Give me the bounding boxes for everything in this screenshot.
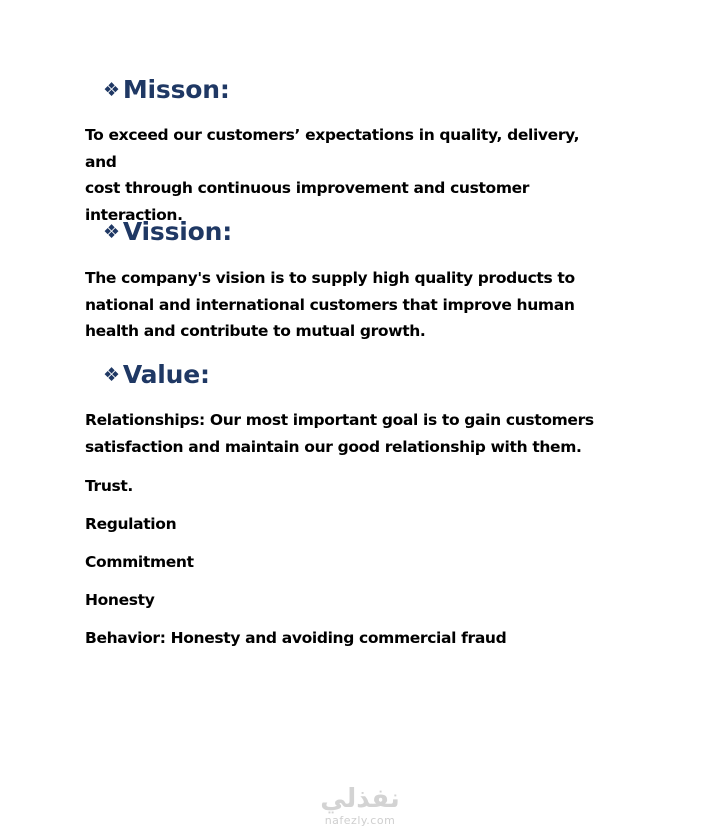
diamond-bullet-icon: ❖	[103, 364, 120, 386]
vision-paragraph	[85, 265, 595, 345]
value-heading	[103, 360, 210, 390]
mission-paragraph	[85, 122, 595, 228]
watermark-url: nafezly.com	[324, 814, 396, 827]
vision-line: The company's vision is to supply high quality products to	[85, 269, 575, 287]
relationships-line: Relationships: Our most important goal is to gain customers	[85, 411, 594, 429]
mission-heading-text: Misson:	[122, 75, 230, 104]
mission-line: interaction.	[85, 205, 183, 224]
vision-heading-text: Vission:	[122, 217, 233, 246]
value-item-honesty: Honesty	[85, 591, 155, 609]
vision-line: health and contribute to mutual growth.	[85, 322, 426, 340]
value-heading-text: Value:	[122, 360, 210, 389]
vision-line: national and international customers that improve human	[85, 295, 575, 314]
mission-heading	[103, 75, 230, 105]
value-item-trust: Trust.	[85, 477, 133, 495]
mission-line: To exceed our customers’ expectations in quality, delivery, and	[85, 126, 580, 171]
value-item-regulation: Regulation	[85, 515, 177, 533]
watermark	[310, 784, 410, 828]
relationships-paragraph	[85, 407, 595, 460]
diamond-bullet-icon: ❖	[103, 79, 120, 101]
watermark-logo: نفذلي	[320, 784, 400, 814]
vision-heading	[103, 217, 232, 247]
relationships-line: satisfaction and maintain our good relationship with them.	[85, 437, 582, 456]
value-item-commitment: Commitment	[85, 553, 194, 571]
value-item-behavior: Behavior: Honesty and avoiding commercial fraud	[85, 629, 507, 647]
mission-line: cost through continuous improvement and customer	[85, 179, 530, 197]
diamond-bullet-icon: ❖	[103, 221, 120, 243]
